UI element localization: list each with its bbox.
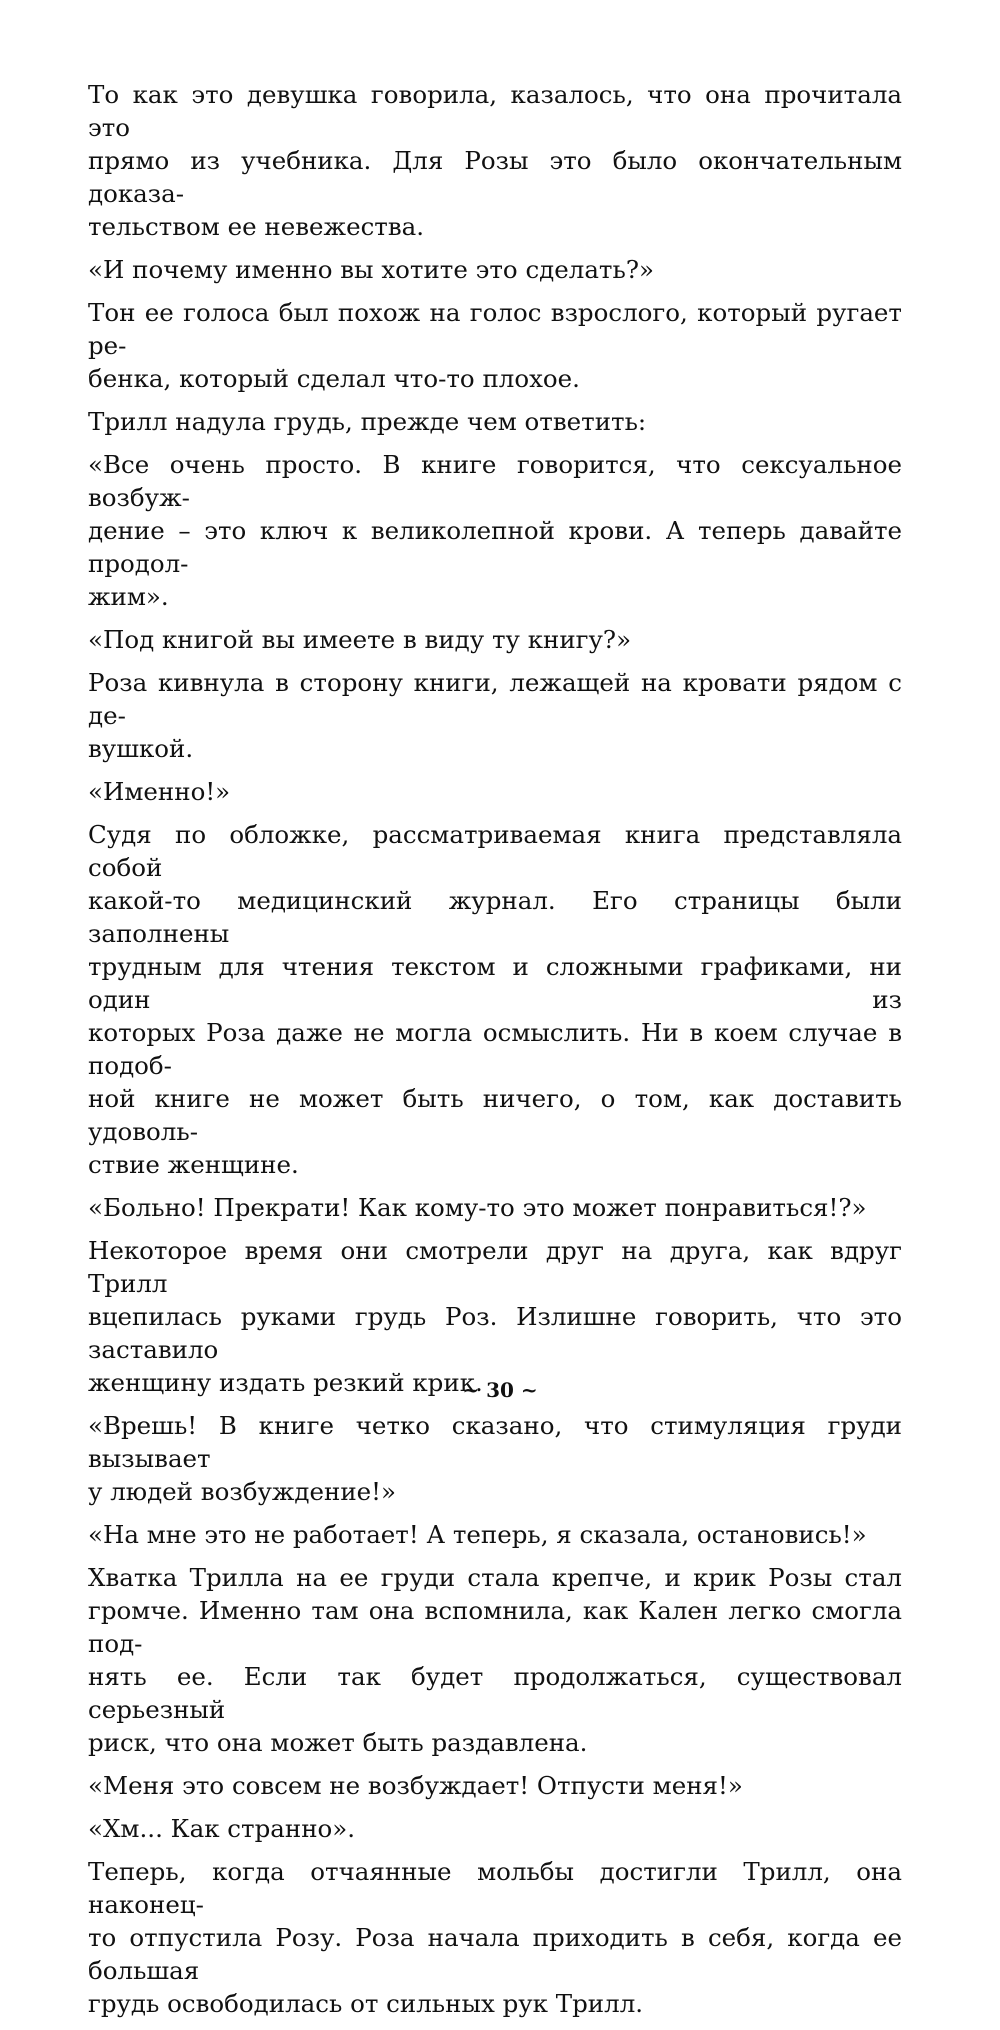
text-line: которых Роза даже не могла осмыслить. Ни в коем случае в подоб- bbox=[88, 1018, 902, 1080]
text-line: бенка, который сделал что-то плохое. bbox=[88, 364, 580, 393]
text-line: какой-то медицинский журнал. Его страницы были заполнены bbox=[88, 886, 902, 948]
page-number: ~ 30 ~ bbox=[462, 1378, 538, 1402]
paragraph bbox=[88, 1234, 902, 1399]
text-line: «Под книгой вы имеете в виду ту книгу?» bbox=[88, 625, 632, 654]
paragraph bbox=[88, 623, 902, 656]
text-line: Теперь, когда отчаянные мольбы достигли Трилл, она наконец- bbox=[88, 1857, 902, 1919]
text-line: Некоторое время они смотрели друг на друга, как вдруг Трилл bbox=[88, 1236, 902, 1298]
text-line: «Все очень просто. В книге говорится, что сексуальное возбуж- bbox=[88, 450, 902, 512]
text-line: грудь освободилась от сильных рук Трилл. bbox=[88, 1989, 644, 2018]
text-line: тельством ее невежества. bbox=[88, 212, 425, 241]
text-line: нять ее. Если так будет продолжаться, существовал серьезный bbox=[88, 1662, 902, 1724]
paragraph bbox=[88, 1409, 902, 1508]
text-line: у людей возбуждение!» bbox=[88, 1477, 396, 1506]
text-line: «Меня это совсем не возбуждает! Отпусти меня!» bbox=[88, 1771, 743, 1800]
text-line: женщину издать резкий крик. bbox=[88, 1368, 483, 1397]
text-line: «Врешь! В книге четко сказано, что стимуляция груди вызывает bbox=[88, 1411, 902, 1473]
text-line: громче. Именно там она вспомнила, как Кален легко смогла под- bbox=[88, 1596, 902, 1658]
paragraph bbox=[88, 405, 902, 438]
text-line: Роза кивнула в сторону книги, лежащей на кровати рядом с де- bbox=[88, 668, 902, 730]
book-page-body bbox=[88, 78, 902, 2030]
text-line: «Хм... Как странно». bbox=[88, 1814, 356, 1843]
text-line: вцепилась руками грудь Роз. Излишне говорить, что это заставило bbox=[88, 1302, 902, 1364]
paragraph bbox=[88, 1561, 902, 1759]
paragraph bbox=[88, 296, 902, 395]
text-line: прямо из учебника. Для Розы это было окончательным доказа- bbox=[88, 146, 902, 208]
text-line: Трилл надула грудь, прежде чем ответить: bbox=[88, 407, 647, 436]
text-line: то отпустила Розу. Роза начала приходить в себя, когда ее большая bbox=[88, 1923, 902, 1985]
text-line: «Больно! Прекрати! Как кому-то это может понравиться!?» bbox=[88, 1193, 867, 1222]
text-line: жим». bbox=[88, 582, 169, 611]
text-line: То как это девушка говорила, казалось, что она прочитала это bbox=[88, 80, 902, 142]
text-line: «Именно!» bbox=[88, 777, 231, 806]
text-line: «На мне это не работает! А теперь, я сказала, остановись!» bbox=[88, 1520, 867, 1549]
paragraph bbox=[88, 1518, 902, 1551]
text-line: трудным для чтения текстом и сложными графиками, ни один из bbox=[88, 952, 902, 1014]
paragraph bbox=[88, 1812, 902, 1845]
text-line: риск, что она может быть раздавлена. bbox=[88, 1728, 588, 1757]
paragraph bbox=[88, 1769, 902, 1802]
text-line: ной книге не может быть ничего, о том, как доставить удоволь- bbox=[88, 1084, 902, 1146]
text-line: Хватка Трилла на ее груди стала крепче, и крик Розы стал bbox=[88, 1563, 902, 1592]
text-line: Тон ее голоса был похож на голос взрослого, который ругает ре- bbox=[88, 298, 902, 360]
text-line: дение – это ключ к великолепной крови. А теперь давайте продол- bbox=[88, 516, 902, 578]
paragraph bbox=[88, 666, 902, 765]
paragraph bbox=[88, 775, 902, 808]
text-line: ствие женщине. bbox=[88, 1150, 299, 1179]
text-line: вушкой. bbox=[88, 734, 194, 763]
paragraph bbox=[88, 1855, 902, 2020]
paragraph bbox=[88, 448, 902, 613]
text-line: «И почему именно вы хотите это сделать?» bbox=[88, 255, 654, 284]
paragraph bbox=[88, 818, 902, 1181]
paragraph bbox=[88, 253, 902, 286]
paragraph bbox=[88, 1191, 902, 1224]
text-line: Судя по обложке, рассматриваемая книга представляла собой bbox=[88, 820, 902, 882]
paragraph bbox=[88, 78, 902, 243]
